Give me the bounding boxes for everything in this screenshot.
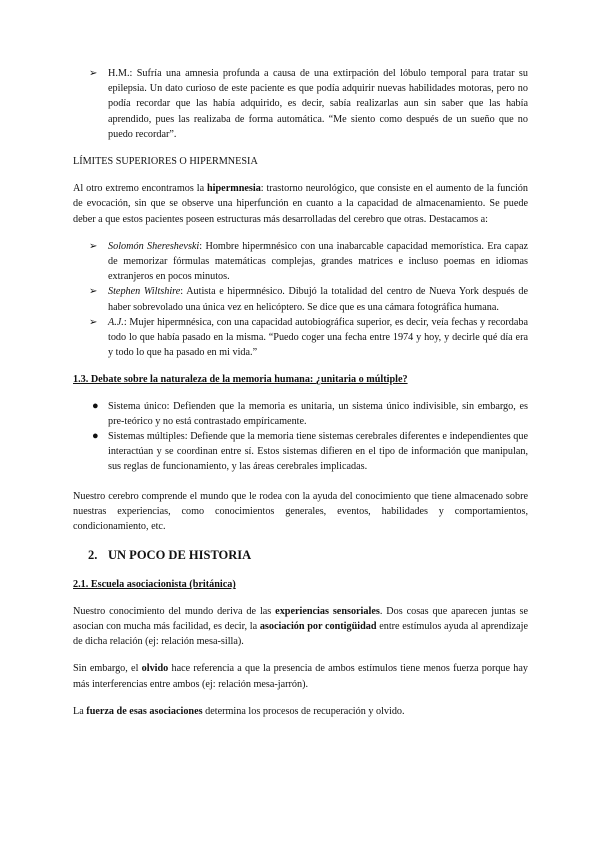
system-item [73, 399, 528, 429]
case-hm-text: : Sufría una amnesia profunda a causa de una extirpación del lóbulo temporal para tratar su epilepsia. Un dato curioso de este paciente es que podía adquirir nuevas habilidades motoras, pero no podía recordar que las había adquirido, es decir, sabía realizarlas aun sin saber que las había aprendido, pues las realizaba de forma automática. “Me siento como después de un sueño que no puedo recordar”. [108, 68, 528, 140]
case-text: : Hombre hipermnésico con una inabarcable capacidad memorística. Era capaz de memorizar fórmulas matemáticas complejas, grandes matrices e incluso poemas en idiomas extranjeros en pocos minutos. [108, 240, 528, 283]
case-name: Solomón Shereshevski [108, 240, 200, 252]
arrow-bullet-icon: ➢ [89, 68, 98, 79]
case-name: A.J. [108, 316, 124, 328]
text-segment: entre estímulos ayuda al aprendizaje de dicha relación (ej: relación mesa-silla). [73, 620, 528, 648]
arrow-bullet-icon: ➢ [89, 240, 98, 252]
text-segment: Al otro extremo encontramos la [73, 183, 208, 195]
case-item [73, 239, 528, 285]
system-item [73, 429, 528, 475]
case-item [73, 315, 528, 361]
circle-bullet-icon: ● [92, 430, 99, 443]
term-fuerza: fuerza de esas asociaciones [86, 705, 203, 717]
text-segment: determina los procesos de recuperación y olvido. [202, 705, 405, 717]
paragraph-knowledge [73, 604, 528, 650]
case-hm-lead: H.M. [108, 68, 130, 79]
text-segment: La [73, 705, 87, 717]
case-hm [73, 66, 528, 142]
heading-debate: 1.3. Debate sobre la naturaleza de la memoria humana: ¿unitaria o múltiple? [73, 374, 408, 386]
section-heading-history [88, 548, 528, 563]
term-sensory: experiencias sensoriales [275, 605, 380, 617]
cases-list [73, 239, 528, 361]
term-hypermnesia: hipermnesia [207, 183, 261, 195]
text-segment: Sin embargo, el [73, 663, 142, 675]
case-name: Stephen Wiltshire [108, 286, 181, 298]
system-text: Sistema único: Defienden que la memoria es unitaria, un sistema único indivisible, sin embargo, es pre-teórico y no está contrastado empíricamente. [108, 400, 528, 427]
case-item [73, 284, 528, 314]
heading-limits: LÍMITES SUPERIORES O HIPERMNESIA [73, 156, 258, 168]
paragraph-fuerza [73, 704, 528, 719]
heading-associationist: 2.1. Escuela asociacionista (británica) [73, 579, 236, 591]
term-olvido: olvido [141, 663, 169, 675]
text-segment: . Dos cosas que aparecen juntas se asocian con mucha más facilidad, es decir, la [73, 605, 528, 632]
paragraph-olvido [73, 661, 528, 691]
section-title: UN POCO DE HISTORIA [108, 548, 252, 563]
hm-list [73, 66, 528, 142]
case-text: : Autista e hipermnésico. Dibujó la totalidad del centro de Nueva York después de haber sobrevolado una única vez en helicóptero. Se dice que es una cámara fotográfica humana. [108, 286, 528, 313]
paragraph-brain: Nuestro cerebro comprende el mundo que le rodea con la ayuda del conocimiento que tiene almacenado sobre nuestras experiencias, como conocimientos generales, eventos, habilidades y comportamientos, condicionamiento, etc. [73, 490, 528, 533]
arrow-bullet-icon: ➢ [89, 316, 98, 328]
systems-list [73, 399, 528, 475]
text-segment: Nuestro conocimiento del mundo deriva de las [73, 605, 276, 617]
section-number: 2. [88, 548, 98, 563]
system-text: Sistemas múltiples: Defiende que la memoria tiene sistemas cerebrales diferentes e independientes que interactúan y se coordinan entre sí. Estos sistemas difieren en el tipo de información que manipulan, sus reglas de funcionamiento, y las áreas cerebrales implicadas. [108, 431, 528, 473]
arrow-bullet-icon: ➢ [89, 286, 98, 298]
circle-bullet-icon: ● [92, 399, 99, 412]
case-text: : Mujer hipermnésica, con una capacidad autobiográfica superior, es decir, veía fechas y recordaba todo lo que había pasado en la misma. “Puedo coger una fecha entre 1974 y hoy, y decirle qué día era y todo lo que ha pasado en mi vida.” [108, 316, 528, 359]
paragraph-hypermnesia [73, 181, 528, 227]
text-segment: hace referencia a que la presencia de ambos estímulos tiene menos fuerza porque hay más interferencias entre ambos (ej: relación mesa-jarrón). [73, 663, 528, 690]
text-segment: : trastorno neurológico, que consiste en el aumento de la función de evocación, sin que se observe una hiperfunción en cuanto a la capacidad de almacenamiento. Se puede deber a que estos pacientes poseen estructuras más desarrolladas del cerebro que otras. Destacamos a: [73, 183, 528, 225]
term-contiguity: asociación por contigüidad [259, 620, 377, 632]
